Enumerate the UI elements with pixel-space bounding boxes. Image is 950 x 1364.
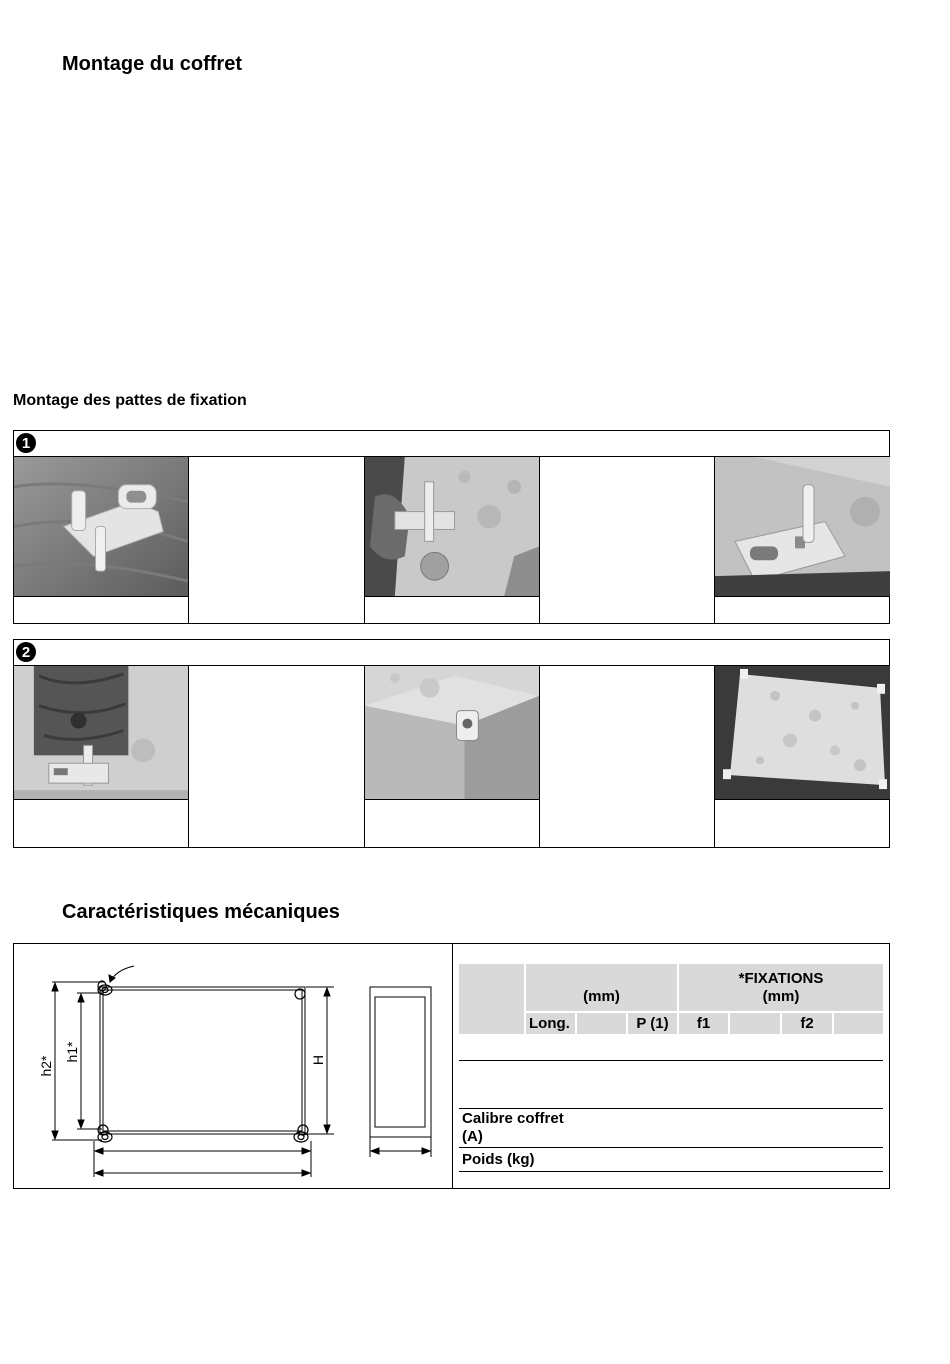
lug-insertion-photo bbox=[365, 457, 539, 597]
table-col-f2: f2 bbox=[782, 1013, 832, 1034]
step-1-cell-photo-a bbox=[14, 457, 189, 624]
enclosure-dimension-drawing bbox=[14, 944, 452, 1190]
step-2-cell-photo-b bbox=[365, 666, 540, 848]
table-header-empty bbox=[459, 964, 524, 1034]
section-title-montage-pattes: Montage des pattes de fixation bbox=[13, 392, 247, 409]
table-header-dimensions: (mm) bbox=[526, 964, 677, 1011]
step-2-panel bbox=[13, 639, 890, 848]
step-number-badge: 2 bbox=[16, 642, 36, 662]
step-1-cell-text-a bbox=[189, 457, 365, 624]
mechanical-panel bbox=[13, 943, 890, 1189]
H-label: H bbox=[310, 1054, 326, 1066]
step-1-cell-photo-b bbox=[365, 457, 540, 624]
row-label-calibre: Calibre coffret (A) bbox=[462, 1110, 564, 1145]
step-1-cell-text-b bbox=[540, 457, 715, 624]
step-2-cell-photo-a bbox=[14, 666, 189, 848]
step-1-panel bbox=[13, 430, 890, 624]
table-rule bbox=[459, 1147, 883, 1148]
table-col-blank-1 bbox=[577, 1013, 626, 1034]
box-corner-photo bbox=[365, 666, 539, 800]
table-col-p: P (1) bbox=[628, 1013, 677, 1034]
step-number-badge: 1 bbox=[16, 433, 36, 453]
lug-mounted-photo bbox=[715, 457, 890, 597]
table-header-fixations: *FIXATIONS (mm) bbox=[679, 964, 883, 1011]
step-2-cell-text-b bbox=[540, 666, 715, 848]
h2-label: h2* bbox=[38, 1055, 54, 1077]
table-col-blank-2 bbox=[730, 1013, 780, 1034]
fixing-lug-photo bbox=[14, 457, 188, 597]
step-2-cell-photo-c bbox=[715, 666, 890, 848]
table-col-long: Long. bbox=[526, 1013, 575, 1034]
h1-label: h1* bbox=[64, 1041, 80, 1063]
step-2-header bbox=[14, 640, 889, 666]
section-title-montage-coffret: Montage du coffret bbox=[62, 53, 242, 75]
hammer-photo bbox=[14, 666, 188, 800]
table-col-f1: f1 bbox=[679, 1013, 728, 1034]
row-label-poids: Poids (kg) bbox=[462, 1151, 535, 1168]
box-with-lugs-photo bbox=[715, 666, 890, 800]
panel-divider bbox=[452, 944, 453, 1188]
step-1-cell-photo-c bbox=[715, 457, 890, 624]
section-title-caracteristiques: Caractéristiques mécaniques bbox=[62, 901, 340, 923]
step-1-header bbox=[14, 431, 889, 457]
table-rule bbox=[459, 1108, 883, 1109]
table-rule bbox=[459, 1060, 883, 1061]
table-col-blank-3 bbox=[834, 1013, 883, 1034]
table-rule bbox=[459, 1171, 883, 1172]
step-2-cell-text-a bbox=[189, 666, 365, 848]
